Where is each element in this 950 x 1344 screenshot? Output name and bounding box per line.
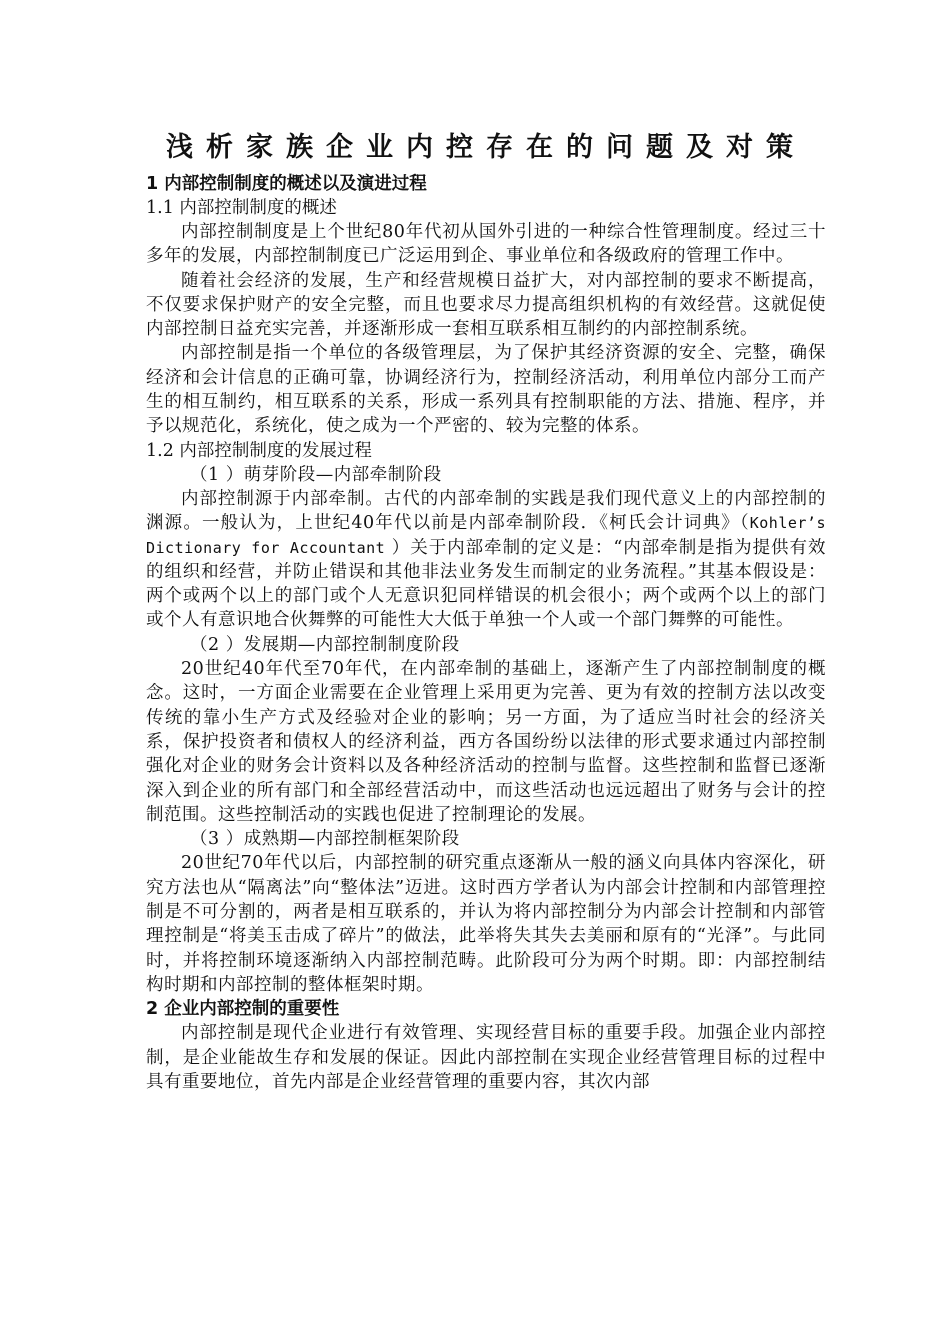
paragraph: 内部控制是指一个单位的各级管理层，为了保护其经济资源的安全、完整，确保经济和会计信息的正确可靠，协调经济行为，控制经济活动，利用单位内部分工而产生的相互制约，相互联系的关系，形成一系列具有控制职能的方法、措施、程序，并予以规范化，系统化，使之成为一个严密的、较为完整的体系。	[146, 343, 826, 437]
stage-1-label: （1 ）萌芽阶段—内部牵制阶段	[190, 464, 442, 485]
paragraph: 内部控制制度是上个世纪80年代初从国外引进的一种综合性管理制度。经过三十多年的发展，内部控制制度已广泛运用到企、事业单位和各级政府的管理工作中。	[146, 222, 826, 267]
paragraph	[146, 487, 826, 633]
section-2-heading: 2 企业内部控制的重要性	[146, 999, 340, 1020]
stage-3-label: （3 ）成熟期—内部控制框架阶段	[190, 829, 460, 850]
section-1-1-heading: 1.1 内部控制制度的概述	[146, 198, 337, 218]
section-1-2-heading: 1.2 内部控制制度的发展过程	[146, 440, 372, 461]
paragraph: 随着社会经济的发展，生产和经营规模日益扩大，对内部控制的要求不断提高，不仅要求保护财产的安全完整，而且也要求尽力提高组织机构的有效经营。这就促使内部控制日益充实完善，并逐渐形成一套相互联系相互制约的内部控制系统。	[146, 270, 826, 340]
latin-title: Kohler’s Dictionary for Accountant	[146, 514, 826, 557]
stage-2-label: （2 ）发展期—内部控制制度阶段	[190, 634, 460, 655]
paragraph: 20世纪70年代以后，内部控制的研究重点逐渐从一般的涵义向具体内容深化，研究方法也从“隔离法”向“整体法”迈进。这时西方学者认为内部会计控制和内部管理控制是不可分割的，两者是相互联系的，并认为将内部控制分为内部会计控制和内部管理控制是“将美玉击成了碎片”的做法，此举将失其失去美丽和原有的“光泽”。与此同时，并将控制环境逐渐纳入内部控制范畴。此阶段可分为两个时期。即：内部控制结构时期和内部控制的整体框架时期。	[146, 853, 826, 995]
paragraph-text: ）关于内部牵制的定义是：“内部牵制是指为提供有效的组织和经营，并防止错误和其他非法业务发生而制定的业务流程。”其基本假设是：两个或两个以上的部门或个人无意识犯同样错误的机会很小；两个或两个以上的部门或个人有意识地合伙舞弊的可能性大大低于单独一个人或一个部门舞弊的可能性。	[146, 537, 826, 631]
paragraph: 20世纪40年代至70年代，在内部牵制的基础上，逐渐产生了内部控制制度的概念。这时，一方面企业需要在企业管理上采用更为完善、更为有效的控制方法以改变传统的靠小生产方式及经验对企业的影响；另一方面，为了适应当时社会的经济关系，保护投资者和债权人的经济利益，西方各国纷纷以法律的形式要求通过内部控制强化对企业的财务会计资料以及各种经济活动的控制与监督。这些控制和监督已逐渐深入到企业的所有部门和全部经营活动中，而这些活动也远远超出了财务与会计的控制范围。这些控制活动的实践也促进了控制理论的发展。	[146, 659, 826, 825]
section-1-heading: 1 内部控制制度的概述以及演进过程	[146, 174, 427, 194]
document-title: 浅析家族企业内控存在的问题及对策	[166, 132, 806, 163]
document-page	[146, 128, 826, 1094]
paragraph: 内部控制是现代企业进行有效管理、实现经营目标的重要手段。加强企业内部控制，是企业能故生存和发展的保证。因此内部控制在实现企业经营管理目标的过程中具有重要地位，首先内部是企业经营管理的重要内容，其次内部	[146, 1023, 826, 1092]
paragraph-text: 内部控制源于内部牵制。古代的内部牵制的实践是我们现代意义上的内部控制的渊源。一般认为，上世纪40年代以前是内部牵制阶段．《柯氏会计词典》（	[146, 488, 826, 534]
